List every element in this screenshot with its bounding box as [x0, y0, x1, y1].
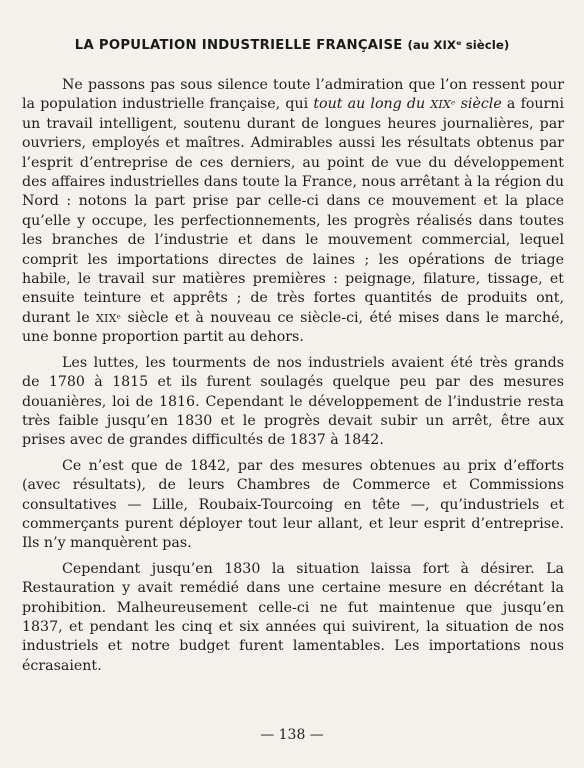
page-number: — 138 —	[260, 727, 324, 743]
paragraph-1-century: XIXᵉ	[96, 311, 122, 325]
paragraph-3: Ce n’est que de 1842, par des mesures obtenues au prix d’efforts (avec résultats), de leurs Chambres de Commerce et Commissions consultatives — Lille, Roubaix-Tourcoing en tête —, qu’industriels et commerçants purent déployer tout leur allant, et leur esprit d’entreprise. Ils n’y manquèrent pas.	[22, 457, 564, 552]
paragraph-1-italic-tail: siècle	[455, 96, 502, 113]
page-title	[0, 38, 584, 53]
paragraph-1-italic	[313, 96, 501, 112]
paragraph-2: Les luttes, les tourments de nos industriels avaient été très grands de 1780 à 1815 et ils furent soulagés quelque peu par des mesures douanières, loi de 1816. Cependant le développement de l’industrie resta très faible jusqu’en 1830 et le progrès devait subir un arrêt, être aux prises avec de grandes difficultés de 1837 à 1842.	[22, 354, 564, 449]
paragraph-4: Cependant jusqu’en 1830 la situation laissa fort à désirer. La Restauration y avait remédié dans une certaine mesure en décrétant la prohibition. Malheureusement celle-ci ne fut maintenue que jusqu’en 1837, et pendant les cinq et six années qui suivirent, la situation de nos industriels et notre budget furent lamentables. Les importations nous écrasaient.	[22, 560, 564, 674]
title-century: XIXᵉ	[433, 38, 462, 52]
paragraph-1-italic-century: XIXᵉ	[430, 98, 456, 112]
title-suffix-close: siècle)	[461, 38, 510, 52]
paragraph-1-end: siècle et à nouveau ce siècle-ci, été mises dans le marché, une bonne proportion partit au dehors.	[22, 309, 564, 346]
paragraph-1	[22, 76, 564, 348]
paragraph-1-italic-text: tout au long du	[313, 96, 431, 113]
title-suffix-open: (au	[407, 38, 434, 52]
paragraph-1-middle: a fourni un travail intelligent, soutenu durant de longues heures journalières, par ouvriers, employés et maîtres. Admirables aussi les résultats obtenus par l’esprit d’entreprise de ces derniers, au point de vue du développement des affaires industrielles dans toute la France, nous arrêtant à la région du Nord : notons la part prise par celle-ci dans ce mouvement et la place qu’elle y occupe, les perfectionnements, les progrès réalisés dans toutes les branches de l’industrie et dans le mouvement commercial, lequel comprit les importations directes de laines ; les opérations de triage habile, le travail sur matières premières : peignage, filature, tissage, et ensuite teinture et apprêts ; de très fortes quantités de produits ont, durant le	[22, 96, 564, 326]
title-century-note	[408, 38, 510, 52]
paragraph-1-start: Ne passons pas sous silence toute l’admiration que l’on ressent pour la population industrielle française, qui	[22, 77, 564, 113]
body-text	[22, 76, 564, 682]
title-main: LA POPULATION INDUSTRIELLE FRANÇAISE	[74, 38, 403, 53]
